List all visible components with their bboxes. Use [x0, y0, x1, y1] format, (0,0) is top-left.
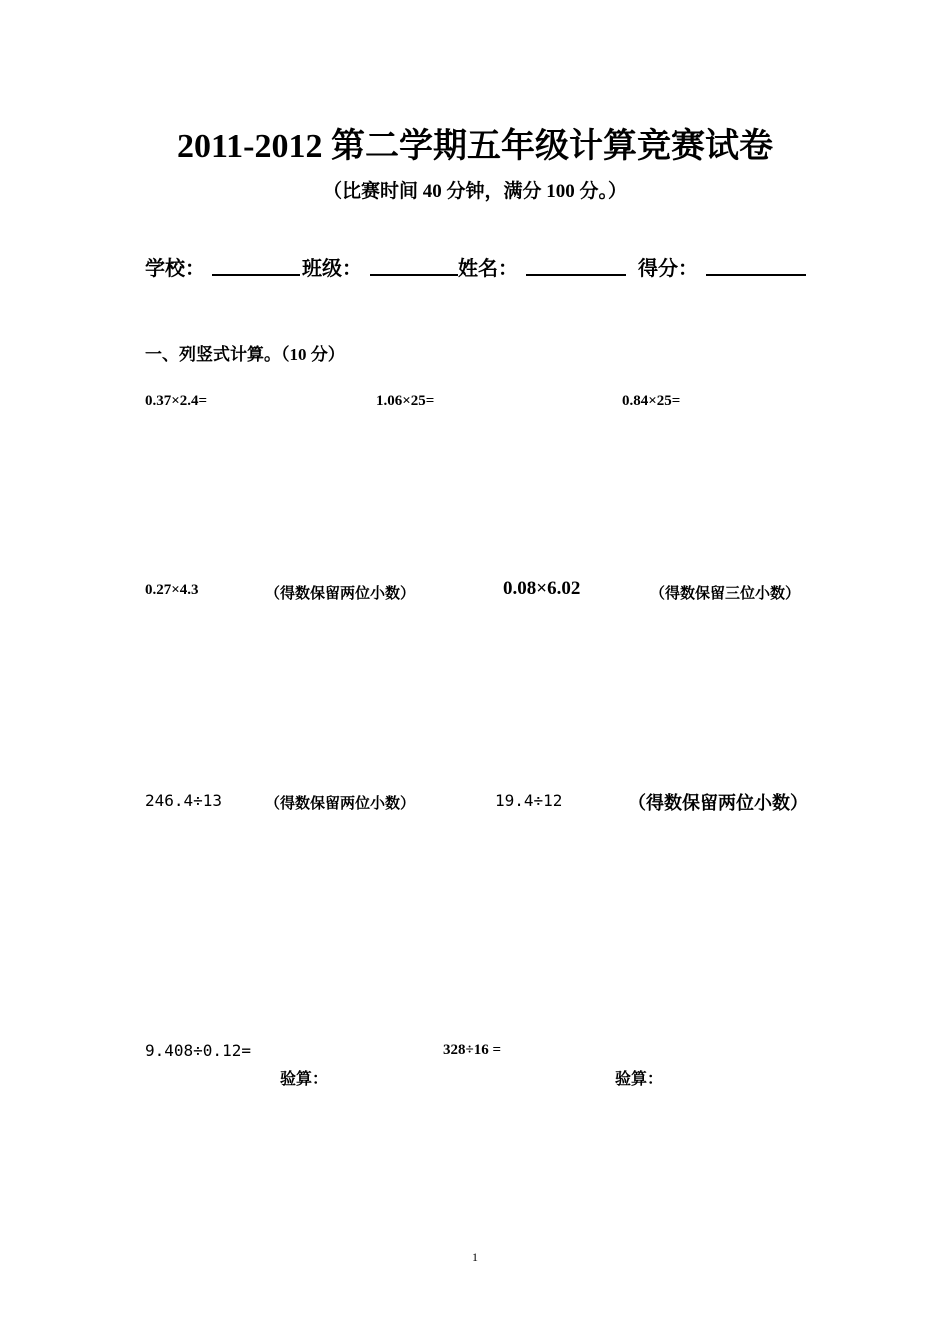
name-blank[interactable] — [526, 274, 626, 276]
rounding-note-4: （得数保留两位小数） — [265, 586, 416, 602]
rounding-note-7: （得数保留两位小数） — [628, 793, 808, 813]
score-label: 得分： — [638, 258, 698, 280]
section-heading: 一、列竖式计算。（10 分） — [145, 345, 345, 364]
page-title: 2011-2012 第二学期五年级计算竞赛试卷 — [177, 128, 773, 165]
problem-8: 9.408÷0.12= — [145, 1041, 251, 1060]
school-label: 学校： — [145, 258, 205, 280]
name-label: 姓名： — [458, 258, 518, 280]
problem-2: 1.06×25= — [376, 393, 435, 409]
problem-6: 246.4÷13 — [145, 791, 223, 810]
exam-instructions: （比赛时间 40 分钟，满分 100 分。） — [322, 181, 627, 202]
problem-7: 19.4÷12 — [495, 791, 563, 810]
class-label: 班级： — [302, 258, 362, 280]
problem-3: 0.84×25= — [622, 393, 681, 409]
problem-4: 0.27×4.3 — [145, 582, 199, 598]
rounding-note-5: （得数保留三位小数） — [650, 586, 801, 602]
rounding-note-6: （得数保留两位小数） — [265, 796, 416, 812]
score-blank[interactable] — [706, 274, 806, 276]
class-blank[interactable] — [370, 274, 458, 276]
page-number: 1 — [472, 1250, 478, 1264]
problem-5: 0.08×6.02 — [503, 578, 581, 599]
check-label-9: 验算： — [615, 1071, 664, 1088]
school-blank[interactable] — [212, 274, 300, 276]
check-label-8: 验算： — [280, 1071, 329, 1088]
problem-1: 0.37×2.4= — [145, 393, 208, 409]
problem-9: 328÷16 = — [443, 1042, 502, 1058]
